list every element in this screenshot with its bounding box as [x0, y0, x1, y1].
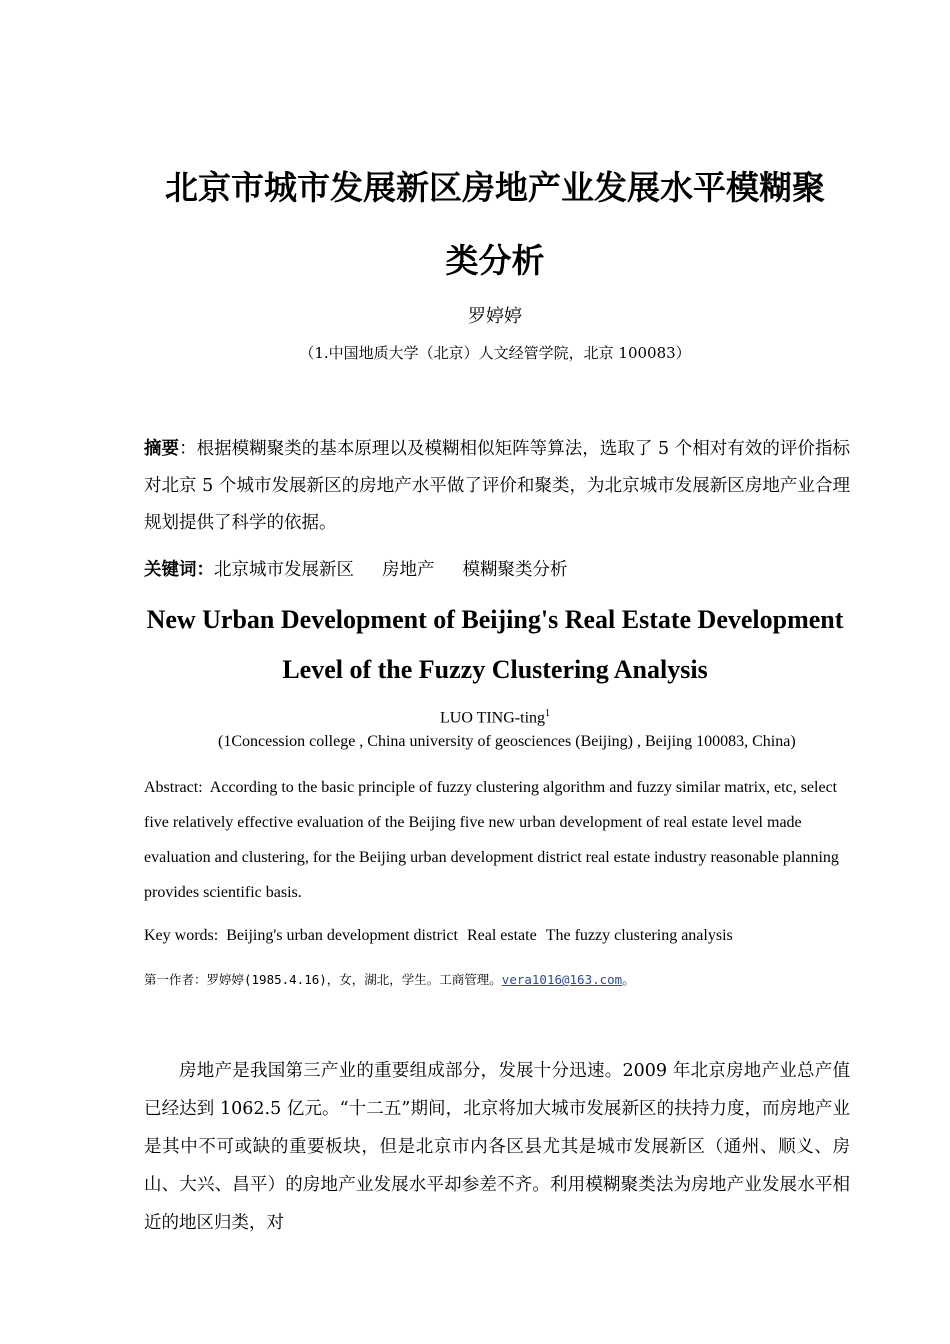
keyword-cn: 模糊聚类分析	[462, 560, 568, 580]
keywords-en-label: Key words:	[144, 927, 219, 944]
affiliation-cn: （1.中国地质大学（北京）人文经管学院，北京 100083）	[299, 344, 691, 362]
affiliation-en: (1Concession college , China university of geosciences (Beijing) , Beijing 100083, China)	[218, 733, 796, 750]
title-en-line1: New Urban Development of Beijing's Real Estate Development	[146, 605, 844, 634]
author-footnote	[144, 970, 850, 990]
title-en-line2: Level of the Fuzzy Clustering Analysis	[282, 655, 708, 684]
body-paragraph: 房地产是我国第三产业的重要组成部分，发展十分迅速。2009 年北京房地产业总产值已经达到 1062.5 亿元。“十二五”期间，北京将加大城市发展新区的扶持力度，而房地产业是其中不可或缺的重要板块，但是北京市内各区县尤其是城市发展新区（通州、顺义、房山、大兴、昌平）的房地产业发展水平却参差不齐。利用模糊聚类法为房地产业发展水平相近的地区归类，对	[144, 1061, 850, 1233]
abstract-en-text: According to the basic principle of fuzzy clustering algorithm and fuzzy similar matrix, etc, select five relatively effective evaluation of the Beijing five new urban development of real estate level made evaluation and clustering, for the Beijing urban development district real estate industry reasonable planning provides scientific basis.	[144, 779, 839, 901]
keywords-en	[144, 924, 850, 948]
footnote-text: 第一作者：罗婷婷(1985.4.16)，女，湖北，学生。工商管理。	[144, 972, 502, 987]
author-en-superscript: 1	[545, 708, 551, 719]
keyword-cn: 房地产	[382, 560, 435, 580]
keyword-en: Real estate	[466, 927, 537, 944]
keyword-en: Beijing's urban development district	[226, 927, 458, 944]
author-en-name: LUO TING-ting	[439, 709, 546, 727]
keywords-cn-label: 关键词：	[144, 560, 214, 580]
abstract-cn-text: ：根据模糊聚类的基本原理以及模糊相似矩阵等算法，选取了 5 个相对有效的评价指标对北京 5 个城市发展新区的房地产水平做了评价和聚类，为北京城市发展新区房地产业合理规划提供了科学的依据。	[144, 439, 850, 533]
abstract-cn	[144, 431, 850, 542]
author-cn: 罗婷婷	[468, 306, 522, 327]
title-cn-line1: 北京市城市发展新区房地产业发展水平模糊聚	[165, 168, 825, 207]
keyword-cn: 北京城市发展新区	[214, 560, 354, 580]
abstract-en	[144, 770, 850, 910]
title-cn-line2: 类分析	[445, 241, 545, 280]
abstract-cn-label: 摘要	[144, 439, 180, 459]
email-link[interactable]: vera1016@163.com	[501, 972, 623, 987]
keyword-en: The fuzzy clustering analysis	[545, 927, 733, 944]
abstract-en-label: Abstract:	[144, 779, 203, 796]
keywords-cn	[144, 556, 850, 584]
footnote-end: 。	[622, 972, 635, 987]
author-en	[0, 703, 950, 729]
